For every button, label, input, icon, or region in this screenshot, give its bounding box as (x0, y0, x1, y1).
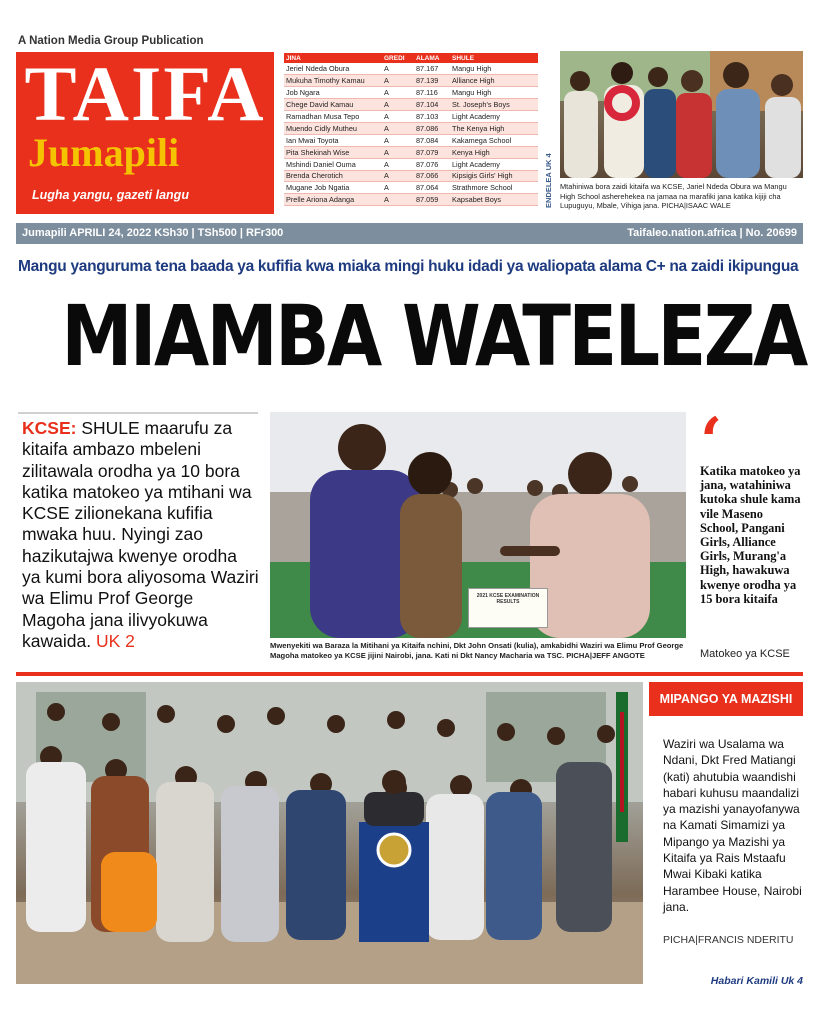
pull-quote: Katika matokeo ya jana, watahiniwa kutoka shule kama vile Maseno School, Pangani Girls, Alliance Girls, Murang'a High, hawakuwa kwenye orodha ya 15 bora kitaifa (700, 464, 801, 606)
table-cell: Kipsigis Girls' High (450, 170, 538, 182)
table-cell: A (382, 146, 414, 158)
story-text: SHULE maarufu za kitaifa ambazo mbeleni zilitawala orodha ya 10 bora katika matokeo ya mtihani wa KCSE zilionekana kufifia mwaka huu. Nyingi zao hazikutajwa kwenye orodha ya kumi bora aliyosoma Waziri wa Elimu Prof George Magoha jana ilivyokuwa kawaida. (22, 418, 259, 651)
table-cell: 87.167 (414, 63, 450, 75)
table-row (284, 111, 538, 123)
dateline-bar (16, 223, 803, 244)
table-cell: Brenda Cherotich (284, 170, 382, 182)
table-cell: 87.066 (414, 170, 450, 182)
bottom-photo-credit: PICHA|FRANCIS NDERITU (663, 934, 794, 946)
story-page-ref[interactable]: UK 2 (95, 630, 135, 651)
table-cell: 87.064 (414, 182, 450, 194)
table-cell: Light Academy (450, 111, 538, 123)
press-briefing-photo-art (16, 682, 643, 984)
table-body (284, 63, 538, 206)
table-cell: Strathmore School (450, 182, 538, 194)
table-cell: A (382, 170, 414, 182)
table-cell: Mukuha Timothy Kamau (284, 75, 382, 87)
table-row (284, 75, 538, 87)
table-cell: Mangu High (450, 63, 538, 75)
table-cell: A (382, 63, 414, 75)
story-label: KCSE: (22, 418, 77, 438)
main-headline[interactable]: MIAMBA WATELEZA (61, 287, 806, 385)
issue-date-price: Jumapili APRILI 24, 2022 KSh30 | TSh500 | RFr300 (22, 227, 284, 239)
table-cell: Kapsabet Boys (450, 194, 538, 206)
table-row (284, 182, 538, 194)
table-row (284, 99, 538, 111)
quote-mark-icon: ‘ (700, 404, 723, 479)
table-row (284, 158, 538, 170)
table-row (284, 194, 538, 206)
table-row (284, 63, 538, 75)
pull-quote-credit: Matokeo ya KCSE (700, 648, 790, 660)
table-cell: 87.086 (414, 122, 450, 134)
divider (18, 412, 258, 414)
table-cell: Mshindi Daniel Ouma (284, 158, 382, 170)
masthead-slogan: Lugha yangu, gazeti langu (32, 188, 189, 202)
table-cell: Job Ngara (284, 87, 382, 99)
table-cell: A (382, 194, 414, 206)
table-cell: A (382, 99, 414, 111)
table-cell: 87.084 (414, 134, 450, 146)
table-cell: Muendo Cidly Mutheu (284, 122, 382, 134)
results-handover-photo (270, 412, 686, 638)
table-cell: A (382, 158, 414, 170)
press-briefing-photo (16, 682, 643, 984)
table-cell: A (382, 122, 414, 134)
table-cell: A (382, 182, 414, 194)
table-cell: Mangu High (450, 87, 538, 99)
table-cell: Kenya High (450, 146, 538, 158)
main-story[interactable] (22, 418, 260, 652)
section-divider (16, 672, 803, 676)
celebration-photo-art (560, 51, 803, 178)
table-cell: St. Joseph's Boys (450, 99, 538, 111)
table-cell: Chege David Kamau (284, 99, 382, 111)
table-row (284, 87, 538, 99)
table-cell: Jeriel Ndeda Obura (284, 63, 382, 75)
main-photo-caption: Mwenyekiti wa Baraza la Mitihani ya Kitaifa nchini, Dkt John Onsati (kulia), amkabidhi Waziri wa Elimu Prof George Magoha matokeo ya KCSE jijini Nairobi, jana. Kati ni Dkt Nancy Macharia wa TSC. PICHA|JEFF ANGOTE (270, 641, 684, 660)
table-cell: A (382, 75, 414, 87)
table-cell: The Kenya High (450, 122, 538, 134)
table-cell: 87.103 (414, 111, 450, 123)
table-cell: Prelle Ariona Adanga (284, 194, 382, 206)
table-cell: Ramadhan Musa Tepo (284, 111, 382, 123)
column-header: SHULE (450, 53, 538, 63)
section-tag[interactable]: MIPANGO YA MAZISHI (649, 682, 803, 716)
masthead-logo[interactable] (16, 52, 274, 214)
column-header: GREDI (382, 53, 414, 63)
table-cell: A (382, 111, 414, 123)
column-header: JINA (284, 53, 382, 63)
bottom-story: Waziri wa Usalama wa Ndani, Dkt Fred Matiangi (kati) ahutubia waandishi habari kuhusu maandalizi ya mazishi yanayofanywa na Kamati Simamizi ya Mipango ya Mazishi ya Kitaifa ya Rais Mstaafu Mwai Kibaki katika Harambee House, Nairobi jana. (663, 737, 802, 914)
table-row (284, 146, 538, 158)
read-more-link[interactable]: Habari Kamili Uk 4 (710, 975, 803, 987)
celebration-photo (560, 51, 803, 178)
publisher-line: A Nation Media Group Publication (18, 35, 204, 47)
table-cell: Light Academy (450, 158, 538, 170)
headline-kicker: Mangu yanguruma tena baada ya kufifia kwa miaka mingi huku idadi ya waliopata alama C+ na zaidi ikipungua (18, 258, 799, 275)
table-cell: 87.116 (414, 87, 450, 99)
table-cell: A (382, 87, 414, 99)
table-row (284, 134, 538, 146)
table-cell: Alliance High (450, 75, 538, 87)
results-certificate: 2021 KCSE EXAMINATION RESULTS (468, 588, 548, 628)
kcse-results-table (284, 53, 538, 206)
table-cell: Ian Mwai Toyota (284, 134, 382, 146)
table-cell: Kakamega School (450, 134, 538, 146)
table-cell: 87.059 (414, 194, 450, 206)
top-photo-caption: Mtahiniwa bora zaidi kitaifa wa KCSE, Jariel Ndeda Obura wa Mangu High School asherehekea na jamaa na marafiki jana katika kijiji cha Lupuguyu, Mbale, Vihiga jana. PICHA|ISAAC WALE (560, 182, 787, 211)
table-cell: 87.104 (414, 99, 450, 111)
table-row (284, 170, 538, 182)
table-cell: 87.079 (414, 146, 450, 158)
table-cell: A (382, 134, 414, 146)
table-cell: 87.076 (414, 158, 450, 170)
website-issue-number: Taifaleo.nation.africa | No. 20699 (627, 227, 797, 239)
masthead-title: TAIFA (24, 50, 266, 137)
table-cell: Pita Shekinah Wise (284, 146, 382, 158)
table-row (284, 122, 538, 134)
table-header-row (284, 53, 538, 63)
continue-reference: ENDELEA UK 4 (544, 153, 553, 208)
masthead-subtitle: Jumapili (28, 130, 180, 175)
table-cell: Mugane Job Ngatia (284, 182, 382, 194)
column-header: ALAMA (414, 53, 450, 63)
table-cell: 87.139 (414, 75, 450, 87)
